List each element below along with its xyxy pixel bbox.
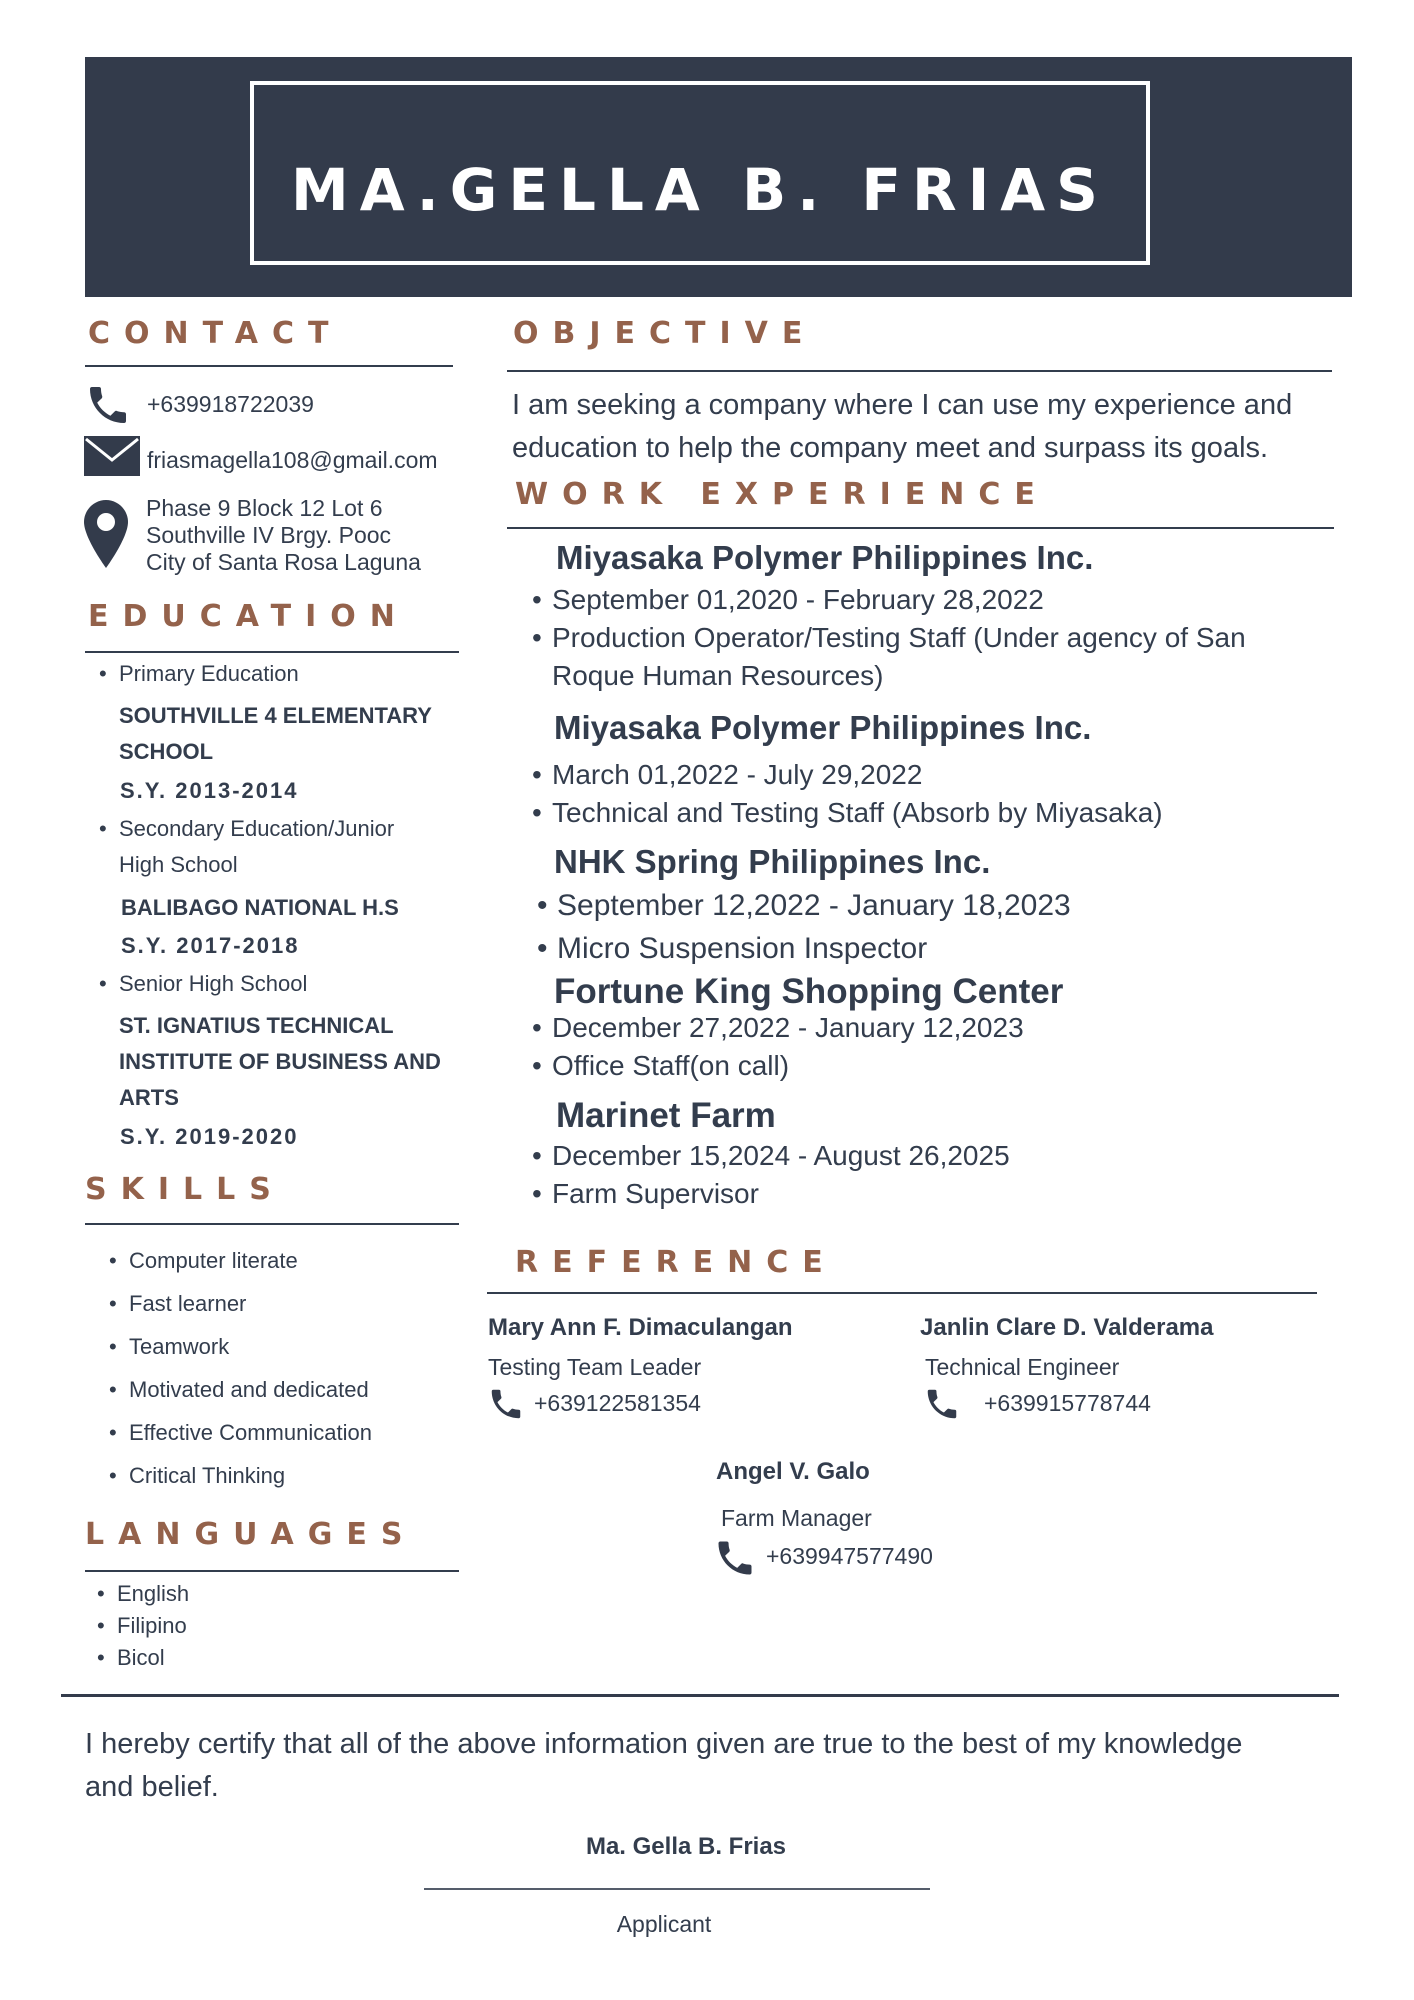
education-school: INSTITUTE OF BUSINESS AND [119, 1049, 441, 1074]
reference-position: Technical Engineer [925, 1354, 1120, 1380]
phone-icon [84, 381, 132, 429]
job-role: Roque Human Resources) [552, 660, 884, 691]
reference-phone: +639122581354 [534, 1390, 701, 1416]
education-level: • Senior High School [119, 971, 307, 997]
job-company: Marinet Farm [556, 1096, 776, 1135]
contact-email: friasmagella108@gmail.com [147, 447, 438, 473]
signature-label: Applicant [616, 1911, 712, 1937]
job-dates: • December 15,2024 - August 26,2025 [552, 1140, 1010, 1172]
job-dates: • March 01,2022 - July 29,2022 [552, 759, 922, 791]
skill-item: • Effective Communication [129, 1420, 372, 1446]
skill-item: • Motivated and dedicated [129, 1377, 369, 1403]
reference-divider [487, 1292, 1317, 1294]
name-frame [250, 81, 1150, 265]
footer-divider [61, 1694, 1339, 1697]
certification-text [85, 1723, 1242, 1809]
phone-icon [487, 1385, 525, 1423]
address-line-1: Phase 9 Block 12 Lot 6 [146, 495, 383, 521]
objective-title: OBJECTIVE [513, 316, 817, 351]
skill-item: • Critical Thinking [129, 1463, 285, 1489]
work-experience-divider [507, 527, 1334, 529]
education-school: SCHOOL [119, 739, 214, 764]
certification-line: I hereby certify that all of the above information given are true to the best of my knowledge [85, 1728, 1243, 1760]
map-pin-icon [84, 500, 128, 568]
header-banner [85, 57, 1352, 297]
phone-icon [923, 1385, 961, 1423]
work-experience-title: WORK EXPERIENCE [515, 477, 1049, 512]
certification-line: and belief. [85, 1771, 219, 1803]
job-company: Fortune King Shopping Center [554, 972, 1064, 1011]
education-school: BALIBAGO NATIONAL H.S [121, 895, 399, 920]
job-role: • Farm Supervisor [552, 1178, 759, 1210]
reference-position: Testing Team Leader [488, 1354, 702, 1380]
job-company: Miyasaka Polymer Philippines Inc. [556, 539, 1094, 576]
languages-divider [85, 1570, 459, 1572]
reference-title: REFERENCE [515, 1245, 837, 1280]
education-level: • Secondary Education/Junior [119, 816, 394, 842]
education-level: • Primary Education [119, 661, 299, 687]
skills-divider [85, 1223, 459, 1225]
envelope-icon [84, 436, 140, 476]
skill-item: • Teamwork [129, 1334, 229, 1360]
reference-name: Mary Ann F. Dimaculangan [488, 1314, 793, 1341]
language-item: • English [117, 1581, 189, 1607]
objective-line: education to help the company meet and surpass its goals. [512, 432, 1269, 464]
job-dates: • September 01,2020 - February 28,2022 [552, 584, 1044, 616]
job-role: • Technical and Testing Staff (Absorb by Miyasaka) [552, 797, 1163, 829]
job-role: • Office Staff(on call) [552, 1050, 789, 1082]
reference-name: Angel V. Galo [716, 1458, 870, 1485]
education-year: S.Y. 2017-2018 [121, 933, 300, 958]
skill-item: • Computer literate [129, 1248, 298, 1274]
address-line-3: City of Santa Rosa Laguna [146, 549, 421, 575]
education-school: SOUTHVILLE 4 ELEMENTARY [119, 703, 432, 728]
education-year: S.Y. 2019-2020 [120, 1124, 299, 1149]
job-role: • Micro Suspension Inspector [557, 932, 927, 967]
language-item: • Bicol [117, 1645, 165, 1671]
education-level: High School [119, 852, 238, 877]
job-role: • Production Operator/Testing Staff (Under agency of San [552, 622, 1246, 654]
education-school: ST. IGNATIUS TECHNICAL [119, 1013, 394, 1038]
objective-text [512, 384, 1292, 470]
applicant-name: MA.GELLA B. FRIAS [291, 156, 1109, 224]
reference-position: Farm Manager [721, 1505, 872, 1531]
education-title: EDUCATION [88, 599, 409, 634]
language-item: • Filipino [117, 1613, 187, 1639]
job-dates: • December 27,2022 - January 12,2023 [552, 1012, 1024, 1044]
contact-phone: +639918722039 [147, 391, 314, 417]
contact-title: CONTACT [88, 316, 343, 351]
education-year: S.Y. 2013-2014 [120, 778, 299, 803]
job-dates: • September 12,2022 - January 18,2023 [557, 889, 1071, 924]
objective-line: I am seeking a company where I can use my experience and [512, 389, 1293, 421]
contact-divider [85, 365, 453, 367]
education-school: ARTS [119, 1085, 179, 1110]
reference-name: Janlin Clare D. Valderama [920, 1314, 1214, 1341]
objective-divider [507, 370, 1332, 372]
address-line-2: Southville IV Brgy. Pooc [146, 522, 392, 548]
skills-title: SKILLS [85, 1172, 285, 1207]
languages-title: LANGUAGES [85, 1517, 417, 1552]
signature-line [424, 1888, 930, 1890]
education-divider [85, 651, 459, 653]
reference-phone: +639915778744 [984, 1390, 1151, 1416]
signature-name: Ma. Gella B. Frias [585, 1833, 787, 1860]
phone-icon [713, 1536, 757, 1580]
job-company: NHK Spring Philippines Inc. [554, 843, 991, 880]
job-company: Miyasaka Polymer Philippines Inc. [554, 709, 1092, 746]
skill-item: • Fast learner [129, 1291, 246, 1317]
reference-phone: +639947577490 [766, 1543, 933, 1569]
